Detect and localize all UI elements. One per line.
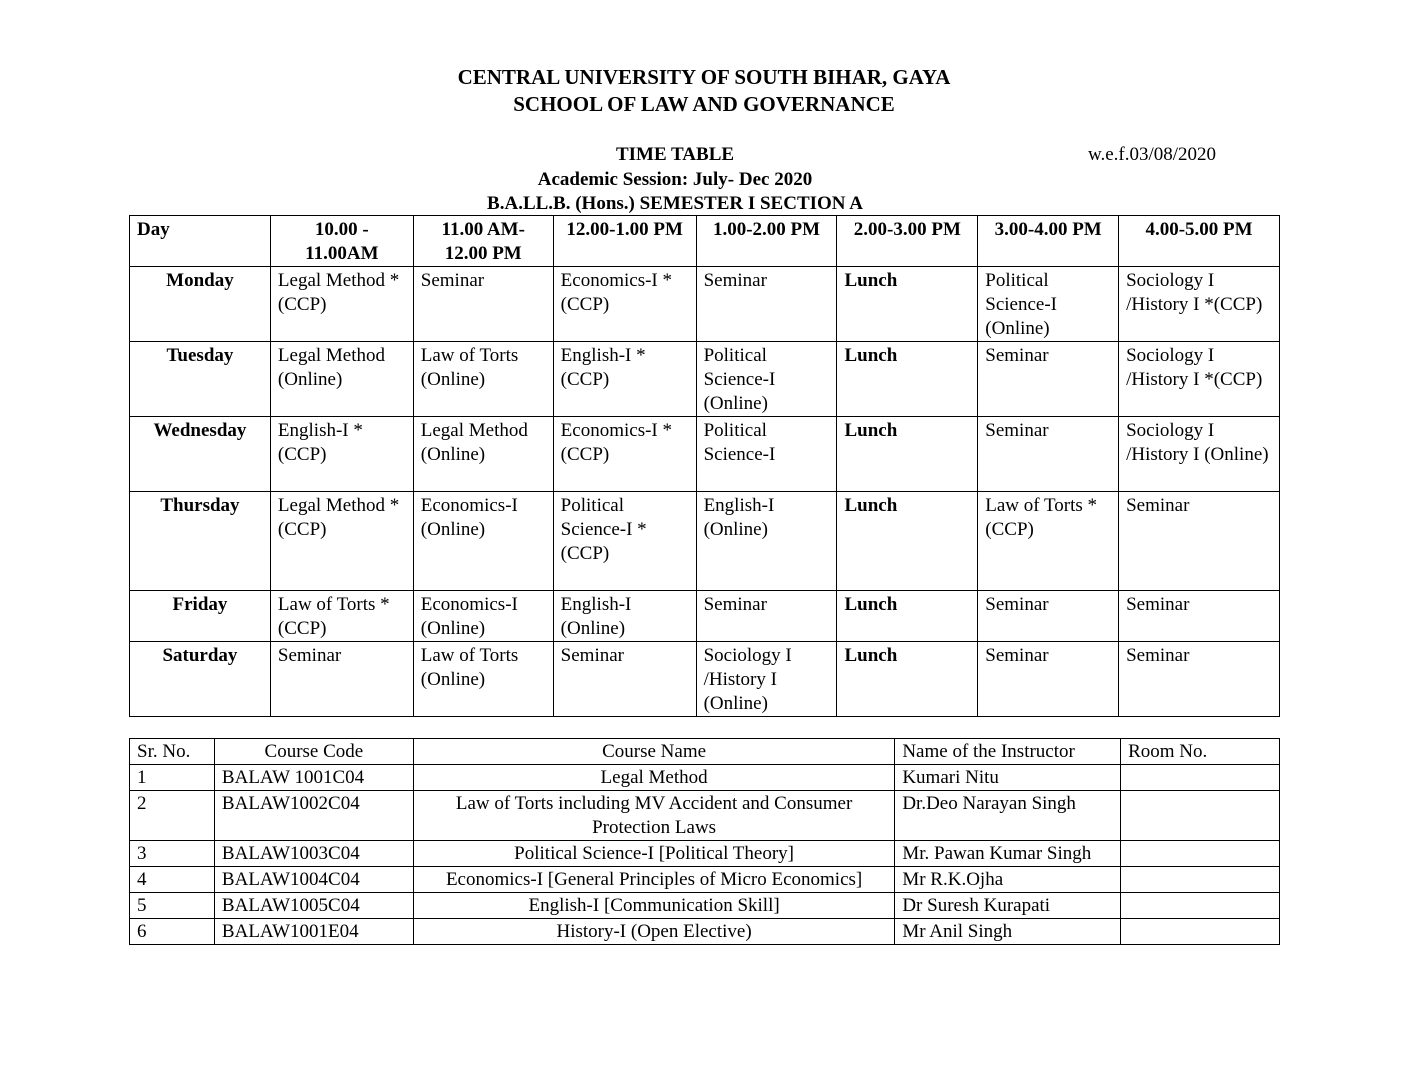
- timetable-row-monday: [130, 267, 1280, 342]
- header-slot-5: 2.00-3.00 PM: [837, 216, 978, 267]
- class-cell: Economics-I *(CCP): [553, 267, 696, 342]
- course-name-cell: Economics-I [General Principles of Micro Economics]: [413, 867, 894, 893]
- class-cell: Seminar: [270, 642, 413, 717]
- sr-no-cell: 5: [130, 893, 215, 919]
- course-row: [130, 867, 1280, 893]
- room-cell: [1121, 867, 1280, 893]
- class-cell: English-I *(CCP): [270, 417, 413, 492]
- header-sr-no: Sr. No.: [130, 739, 215, 765]
- day-cell: Monday: [130, 267, 271, 342]
- class-cell: Sociology I /History I (Online): [696, 642, 837, 717]
- timetable-row-saturday: [130, 642, 1280, 717]
- doc-title: TIME TABLE: [615, 144, 735, 165]
- course-code-cell: BALAW1002C04: [214, 791, 413, 841]
- timetable-row-wednesday: [130, 417, 1280, 492]
- course-row: [130, 893, 1280, 919]
- class-cell: English-I *(CCP): [553, 342, 696, 417]
- header-course-name: Course Name: [413, 739, 894, 765]
- course-code-cell: BALAW1001E04: [214, 919, 413, 945]
- class-cell: Seminar: [413, 267, 553, 342]
- course-name-cell: Political Science-I [Political Theory]: [413, 841, 894, 867]
- lunch-cell: Lunch: [837, 642, 978, 717]
- class-cell: Seminar: [696, 591, 837, 642]
- university-title: CENTRAL UNIVERSITY OF SOUTH BIHAR, GAYA: [457, 65, 951, 89]
- class-cell: Seminar: [978, 417, 1119, 492]
- room-cell: [1121, 919, 1280, 945]
- room-cell: [1121, 765, 1280, 791]
- day-cell: Thursday: [130, 492, 271, 591]
- instructor-cell: Mr. Pawan Kumar Singh: [895, 841, 1121, 867]
- header-course-code: Course Code: [214, 739, 413, 765]
- course-code-cell: BALAW1005C04: [214, 893, 413, 919]
- day-cell: Tuesday: [130, 342, 271, 417]
- class-cell: Sociology I /History I (Online): [1119, 417, 1280, 492]
- instructor-cell: Dr Suresh Kurapati: [895, 893, 1121, 919]
- class-cell: Law of Torts (Online): [413, 342, 553, 417]
- sr-no-cell: 4: [130, 867, 215, 893]
- room-cell: [1121, 893, 1280, 919]
- header-slot-3: 12.00-1.00 PM: [553, 216, 696, 267]
- header-slot-7: 4.00-5.00 PM: [1119, 216, 1280, 267]
- day-cell: Saturday: [130, 642, 271, 717]
- class-cell: Seminar: [978, 342, 1119, 417]
- class-cell: Law of Torts (Online): [413, 642, 553, 717]
- course-name-cell: Legal Method: [413, 765, 894, 791]
- class-cell: Political Science-I (Online): [696, 342, 837, 417]
- class-cell: Seminar: [978, 642, 1119, 717]
- timetable-row-friday: [130, 591, 1280, 642]
- room-cell: [1121, 841, 1280, 867]
- class-cell: Political Science-I (Online): [978, 267, 1119, 342]
- class-cell: Political Science-I: [696, 417, 837, 492]
- day-cell: Friday: [130, 591, 271, 642]
- class-cell: Political Science-I *(CCP): [553, 492, 696, 591]
- class-cell: Sociology I /History I *(CCP): [1119, 342, 1280, 417]
- instructor-cell: Dr.Deo Narayan Singh: [895, 791, 1121, 841]
- room-cell: [1121, 791, 1280, 841]
- instructor-cell: Kumari Nitu: [895, 765, 1121, 791]
- instructor-cell: Mr Anil Singh: [895, 919, 1121, 945]
- class-cell: Seminar: [553, 642, 696, 717]
- lunch-cell: Lunch: [837, 267, 978, 342]
- class-cell: English-I (Online): [553, 591, 696, 642]
- class-cell: Seminar: [978, 591, 1119, 642]
- course-code-cell: BALAW1003C04: [214, 841, 413, 867]
- timetable-header-row: [130, 216, 1280, 267]
- class-cell: Legal Method (Online): [413, 417, 553, 492]
- timetable-row-tuesday: [130, 342, 1280, 417]
- lunch-cell: Lunch: [837, 417, 978, 492]
- course-row: [130, 765, 1280, 791]
- class-cell: Sociology I /History I *(CCP): [1119, 267, 1280, 342]
- class-cell: Economics-I (Online): [413, 591, 553, 642]
- course-row: [130, 791, 1280, 841]
- class-cell: Seminar: [1119, 591, 1280, 642]
- header-slot-2: 11.00 AM- 12.00 PM: [413, 216, 553, 267]
- class-cell: Legal Method *(CCP): [270, 492, 413, 591]
- class-cell: Seminar: [1119, 642, 1280, 717]
- header-room: Room No.: [1121, 739, 1280, 765]
- class-cell: Seminar: [696, 267, 837, 342]
- day-cell: Wednesday: [130, 417, 271, 492]
- course-code-cell: BALAW 1001C04: [214, 765, 413, 791]
- course-header-row: [130, 739, 1280, 765]
- header-instructor: Name of the Instructor: [895, 739, 1121, 765]
- academic-session: Academic Session: July- Dec 2020: [537, 169, 813, 190]
- class-cell: Economics-I *(CCP): [553, 417, 696, 492]
- header-slot-1: 10.00 - 11.00AM: [270, 216, 413, 267]
- sr-no-cell: 2: [130, 791, 215, 841]
- header-day: Day: [130, 216, 271, 267]
- course-table: [129, 738, 1280, 945]
- class-cell: Seminar: [1119, 492, 1280, 591]
- class-cell: English-I (Online): [696, 492, 837, 591]
- course-row: [130, 841, 1280, 867]
- instructor-cell: Mr R.K.Ojha: [895, 867, 1121, 893]
- course-name-cell: History-I (Open Elective): [413, 919, 894, 945]
- lunch-cell: Lunch: [837, 342, 978, 417]
- class-cell: Legal Method *(CCP): [270, 267, 413, 342]
- effective-date: w.e.f.03/08/2020: [1088, 144, 1217, 165]
- sr-no-cell: 6: [130, 919, 215, 945]
- program-title: B.A.LL.B. (Hons.) SEMESTER I SECTION A: [487, 193, 863, 214]
- lunch-cell: Lunch: [837, 492, 978, 591]
- class-cell: Economics-I (Online): [413, 492, 553, 591]
- course-code-cell: BALAW1004C04: [214, 867, 413, 893]
- timetable-row-thursday: [130, 492, 1280, 591]
- header-slot-4: 1.00-2.00 PM: [696, 216, 837, 267]
- course-name-cell: English-I [Communication Skill]: [413, 893, 894, 919]
- timetable: [129, 215, 1280, 717]
- sr-no-cell: 3: [130, 841, 215, 867]
- course-row: [130, 919, 1280, 945]
- sr-no-cell: 1: [130, 765, 215, 791]
- lunch-cell: Lunch: [837, 591, 978, 642]
- course-name-cell: Law of Torts including MV Accident and Consumer Protection Laws: [413, 791, 894, 841]
- class-cell: Law of Torts *(CCP): [978, 492, 1119, 591]
- class-cell: Legal Method (Online): [270, 342, 413, 417]
- school-title: SCHOOL OF LAW AND GOVERNANCE: [513, 92, 895, 116]
- header-slot-6: 3.00-4.00 PM: [978, 216, 1119, 267]
- class-cell: Law of Torts *(CCP): [270, 591, 413, 642]
